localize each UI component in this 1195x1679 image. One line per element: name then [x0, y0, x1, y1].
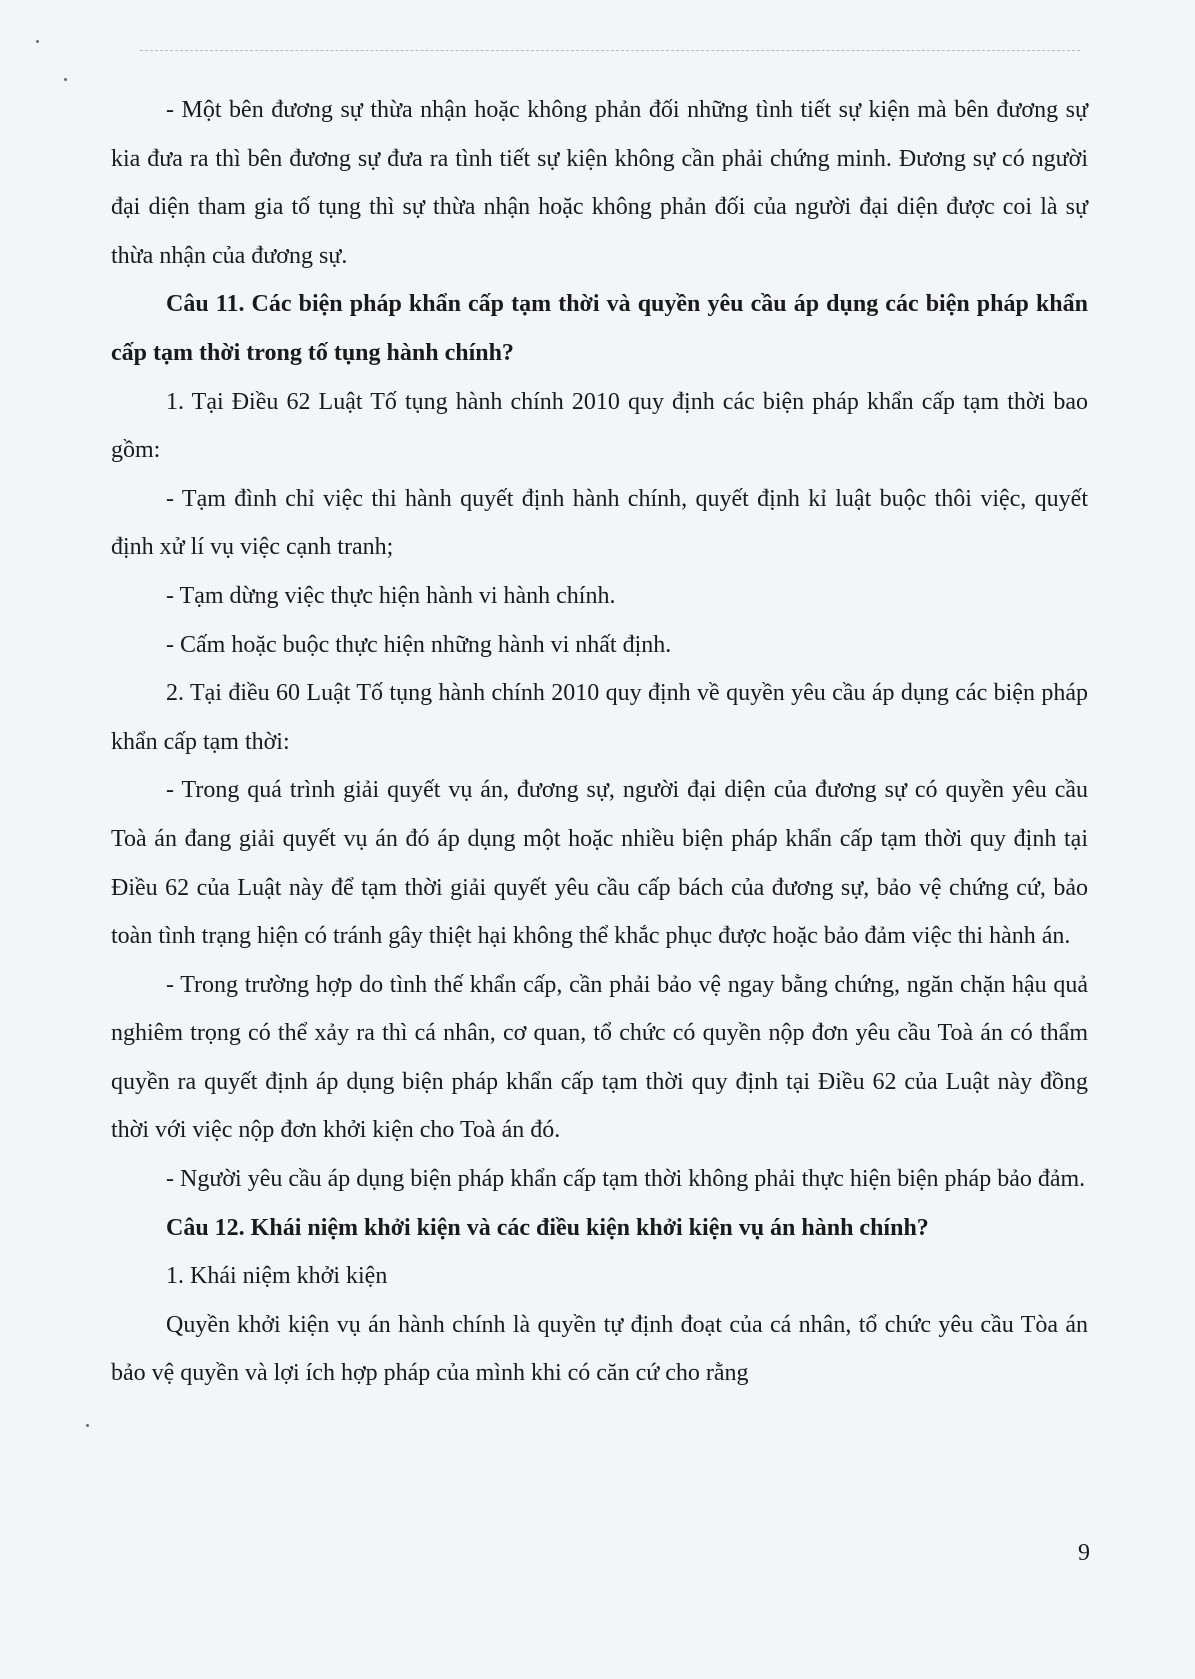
list-item: - Người yêu cầu áp dụng biện pháp khẩn cấp tạm thời không phải thực hiện biện pháp bảo đảm.	[166, 1166, 1086, 1193]
scan-speck	[64, 78, 67, 81]
list-item: - Trong quá trình giải quyết vụ án, đương sự, người đại diện của đương sự có quyền yêu cầu Toà án đang giải quyết vụ án đó áp dụng một hoặc nhiều biện pháp khẩn cấp tạm thời quy định tại Điều 62 của Luật này để tạm thời giải quyết yêu cầu cấp bách của đương sự, bảo vệ chứng cứ, bảo toàn tình trạng hiện có tránh gây thiệt hại không thể khắc phục được hoặc bảo đảm việc thi hành án.	[111, 777, 1088, 950]
list-item: - Cấm hoặc buộc thực hiện những hành vi nhất định.	[166, 631, 672, 658]
list-item: - Tạm dừng việc thực hiện hành vi hành chính.	[166, 582, 616, 609]
scan-speck	[36, 40, 39, 43]
paragraph: 2. Tại điều 60 Luật Tố tụng hành chính 2010 quy định về quyền yêu cầu áp dụng các biện pháp khẩn cấp tạm thời:	[111, 680, 1088, 755]
paragraph: 1. Tại Điều 62 Luật Tố tụng hành chính 2010 quy định các biện pháp khẩn cấp tạm thời bao gồm:	[111, 388, 1088, 464]
list-item: - Trong trường hợp do tình thế khẩn cấp, cần phải bảo vệ ngay bằng chứng, ngăn chặn hậu quả nghiêm trọng có thể xảy ra thì cá nhân, cơ quan, tổ chức có quyền nộp đơn yêu cầu Toà án có thẩm quyền ra quyết định áp dụng biện pháp khẩn cấp tạm thời quy định tại Điều 62 của Luật này đồng thời với việc nộp đơn khởi kiện cho Toà án đó.	[111, 971, 1088, 1144]
paragraph: Quyền khởi kiện vụ án hành chính là quyền tự định đoạt của cá nhân, tổ chức yêu cầu Tòa án bảo vệ quyền và lợi ích hợp pháp của mình khi có căn cứ cho rằng	[111, 1311, 1088, 1387]
page-number: 9	[1078, 1540, 1090, 1566]
document-body	[111, 86, 1088, 1398]
top-divider	[140, 50, 1080, 51]
question-heading-11: Câu 11. Các biện pháp khẩn cấp tạm thời và quyền yêu cầu áp dụng các biện pháp khẩn cấp tạm thời trong tố tụng hành chính?	[111, 291, 1088, 366]
list-item: - Tạm đình chỉ việc thi hành quyết định hành chính, quyết định kỉ luật buộc thôi việc, quyết định xử lí vụ việc cạnh tranh;	[111, 485, 1088, 561]
question-heading-12: Câu 12. Khái niệm khởi kiện và các điều kiện khởi kiện vụ án hành chính?	[166, 1214, 929, 1241]
paragraph: - Một bên đương sự thừa nhận hoặc không phản đối những tình tiết sự kiện mà bên đương sự kia đưa ra thì bên đương sự đưa ra tình tiết sự kiện không cần phải chứng minh. Đương sự có người đại diện tham gia tố tụng thì sự thừa nhận hoặc không phản đối của người đại diện được coi là sự thừa nhận của đương sự.	[111, 97, 1088, 269]
subheading: 1. Khái niệm khởi kiện	[166, 1263, 388, 1290]
scan-speck	[86, 1424, 89, 1427]
